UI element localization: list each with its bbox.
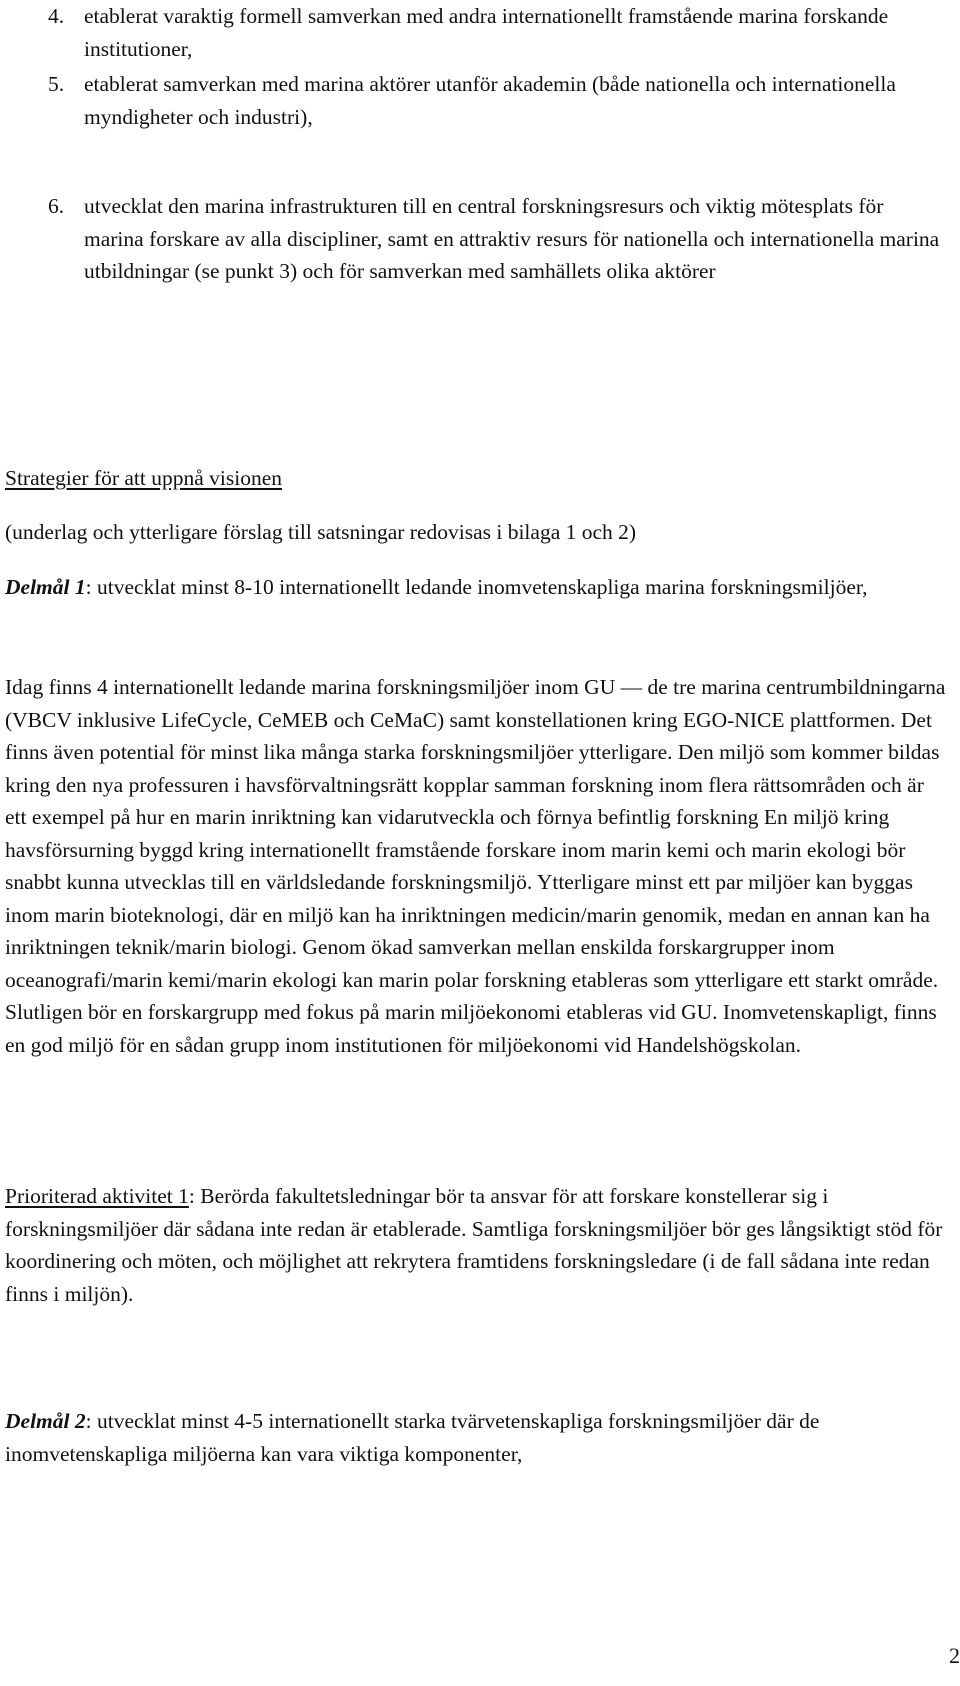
list-item <box>48 0 948 65</box>
goal-1-text: : utvecklat minst 8-10 internationellt ledande inomvetenskapliga marina forskningsmiljöer, <box>85 575 868 599</box>
goal-1-paragraph <box>5 571 950 604</box>
goal-2-paragraph <box>5 1405 950 1470</box>
priority-1-text: : Berörda fakultetsledningar bör ta ansvar för att forskare konstellerar sig i forskningsmiljöer där sådana inte redan är etablerade. Samtliga forskningsmiljöer bör ges långsiktigt stöd för koordinering och möten, och möjlighet att rekrytera framtidens forskningsledare (i de fall sådana inte redan finns i miljön). <box>5 1184 943 1306</box>
goal-2-text: : utvecklat minst 4-5 internationellt starka tvärvetenskapliga forskningsmiljöer där de inomvetenskapliga miljöerna kan vara viktiga komponenter, <box>5 1409 820 1466</box>
strategy-heading: Strategier för att uppnå visionen <box>5 466 283 490</box>
list-item <box>48 190 948 288</box>
strategy-note: (underlag och ytterligare förslag till satsningar redovisas i bilaga 1 och 2) <box>5 520 637 544</box>
list-item-text: etablerat varaktig formell samverkan med andra internationellt framstående marina forskande institutioner, <box>84 4 889 61</box>
list-number: 5. <box>48 72 65 96</box>
page-number: 2 <box>949 1643 960 1668</box>
body-paragraph: Idag finns 4 internationellt ledande marina forskningsmiljöer inom GU — de tre marina centrumbildningarna (VBCV inklusive LifeCycle, CeMEB och CeMaC) samt konstellationen kring EGO-NICE plattformen. Det finns även potential för minst lika många starka forskningsmiljöer ytterligare. Den miljö som kommer bildas kring den nya professuren i havsförvaltningsrätt kopplar samman forskning inom flera rättsområden och är ett exempel på hur en marin inriktning kan vidarutveckla och förnya befintlig forskning En miljö kring havsförsurning byggd kring internationellt framstående forskare inom marin kemi och marin ekologi bör snabbt kunna utvecklas till en världsledande forskningsmiljö. Ytterligare minst ett par miljöer kan byggas inom marin bioteknologi, där en miljö kan ha inriktningen medicin/marin genomik, medan en annan kan ha inriktningen teknik/marin biologi. Genom ökad samverkan mellan enskilda forskargrupper inom oceanografi/marin kemi/marin ekologi kan marin polar forskning etableras som ytterligare ett starkt område. Slutligen bör en forskargrupp med fokus på marin miljöekonomi etableras vid GU. Inomvetenskapligt, finns en god miljö för en sådan grupp inom institutionen för miljöekonomi vid Handelshögskolan. <box>5 675 946 1057</box>
list-number: 4. <box>48 4 65 28</box>
priority-1-paragraph <box>5 1180 950 1310</box>
list-item-text: utvecklat den marina infrastrukturen till en central forskningsresurs och viktig mötesplats för marina forskare av alla discipliner, samt en attraktiv resurs för nationella och internationella marina utbildningar (se punkt 3) och för samverkan med samhällets olika aktörer <box>84 194 940 283</box>
list-number: 6. <box>48 194 65 218</box>
list-item <box>48 68 948 133</box>
list-item-text: etablerat samverkan med marina aktörer utanför akademin (både nationella och internationella myndigheter och industri), <box>84 72 896 129</box>
goal-2-label: Delmål 2 <box>5 1409 86 1433</box>
priority-1-label: Prioriterad aktivitet 1 <box>5 1184 189 1208</box>
section-heading <box>5 462 950 495</box>
goal-1-label: Delmål 1 <box>5 575 86 599</box>
